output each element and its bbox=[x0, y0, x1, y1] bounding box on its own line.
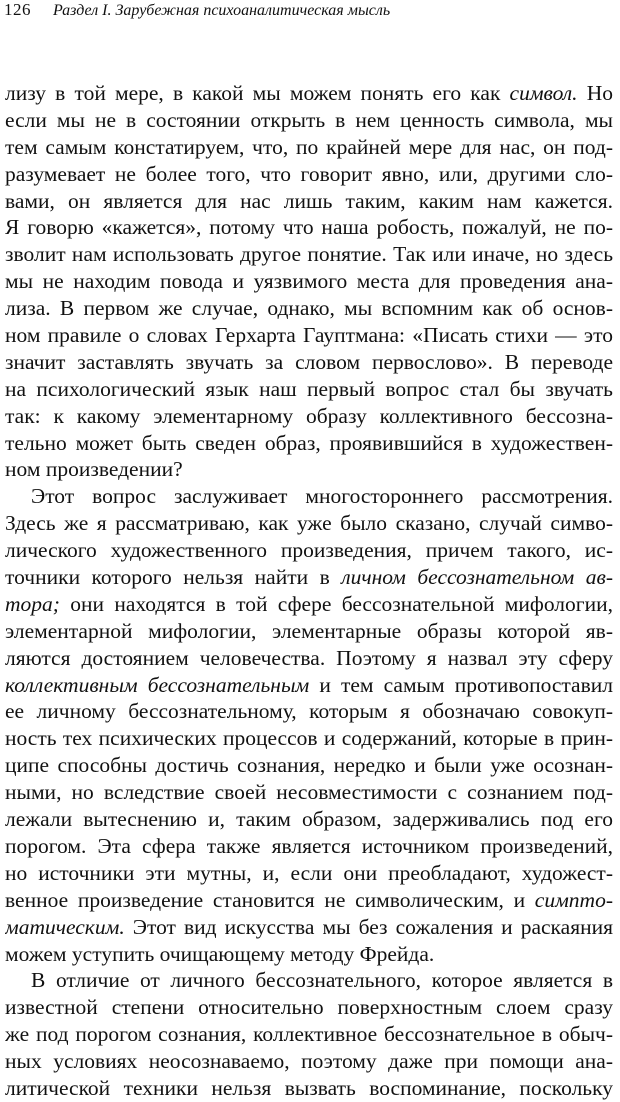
line-text: ляются достоянием человечества. Поэтому я назвал эту сферу bbox=[5, 645, 613, 670]
line-text: на психологический язык наш первый вопрос стал бы звучать bbox=[5, 376, 613, 401]
line-text: литической техники нельзя вызвать воспоминание, поскольку bbox=[5, 1075, 613, 1100]
line-text: порогом. Эта сфера также является источником произведений, bbox=[5, 833, 613, 858]
text-line bbox=[5, 161, 613, 188]
text-line bbox=[5, 107, 613, 134]
line-text: лизу в той мере, в какой мы можем понять его как bbox=[5, 81, 510, 105]
line-text: ными, но вследствие своей несовместимости с сознанием под- bbox=[5, 780, 613, 805]
text-line bbox=[5, 188, 613, 215]
text-line bbox=[5, 322, 613, 349]
text-line bbox=[5, 941, 613, 968]
line-text: точники которого нельзя найти в bbox=[5, 565, 342, 590]
text-line bbox=[5, 833, 613, 860]
line-text: Этот вопрос заслуживает многостороннего рассмотрения. bbox=[31, 484, 613, 509]
text-line bbox=[5, 483, 613, 510]
line-text: элементарной мифологии, элементарные образы которой яв- bbox=[5, 618, 613, 643]
line-text: ном произведении? bbox=[5, 457, 183, 482]
line-text: разумевает не более того, что говорит явно, или, другими сло- bbox=[5, 161, 613, 186]
text-line bbox=[5, 618, 613, 645]
page-number: 126 bbox=[4, 0, 31, 19]
italic-text: симпто- bbox=[534, 887, 613, 912]
text-line bbox=[5, 349, 613, 376]
text-line bbox=[5, 887, 613, 914]
line-text: так: к какому элементарному образу коллективного бессозна- bbox=[5, 403, 613, 428]
line-text: венное произведение становится не символическим, и bbox=[5, 887, 535, 912]
text-line bbox=[5, 914, 613, 941]
line-text: значит заставлять звучать за словом первослово». В переводе bbox=[5, 349, 613, 374]
text-line bbox=[5, 80, 613, 107]
text-line bbox=[5, 241, 613, 268]
line-text: же под порогом сознания, коллективное бессознательное в обыч- bbox=[5, 1022, 613, 1047]
line-text: ципе способны достичь сознания, нередко и были уже осознан- bbox=[5, 753, 613, 778]
line-text: можем уступить очищающему методу Фрейда. bbox=[5, 941, 435, 966]
text-line bbox=[5, 1075, 613, 1102]
line-text: лиза. В первом же случае, однако, мы вспомним как об основ- bbox=[5, 296, 613, 321]
line-text: Этот вид искусства мы без сожаления и раскаяния bbox=[124, 914, 613, 939]
text-line bbox=[5, 403, 613, 430]
line-text: ее личному бессознательному, которым я обозначаю совокуп- bbox=[5, 699, 613, 724]
line-text: Но bbox=[577, 81, 613, 105]
text-line bbox=[5, 376, 613, 403]
line-text: В отличие от личного бессознательного, которое является в bbox=[31, 968, 613, 993]
line-text: ных условиях неосознаваемо, поэтому даже при помощи ана- bbox=[5, 1049, 613, 1074]
text-line bbox=[5, 806, 613, 833]
text-line bbox=[5, 430, 613, 457]
line-text: тельно может быть сведен образ, проявившийся в художествен- bbox=[5, 430, 613, 455]
text-line bbox=[5, 779, 613, 806]
text-line bbox=[5, 134, 613, 161]
text-line bbox=[5, 591, 613, 618]
line-text: но источники эти мутны, и, если они преобладают, художест- bbox=[5, 860, 613, 885]
line-text: мы не находим повода и уязвимого места для проведения ана- bbox=[5, 269, 613, 294]
text-line bbox=[5, 672, 613, 699]
italic-text: символ. bbox=[509, 81, 578, 105]
line-text: и тем самым противопоставил bbox=[309, 672, 613, 697]
line-text: Здесь же я рассматриваю, как уже было сказано, случай симво- bbox=[5, 511, 613, 536]
running-title: Раздел I. Зарубежная психоаналитическая мысль bbox=[53, 2, 391, 19]
text-line bbox=[5, 214, 613, 241]
text-line bbox=[5, 752, 613, 779]
text-line bbox=[5, 860, 613, 887]
line-text: ность тех психических процессов и содержаний, которые в прин- bbox=[5, 726, 613, 751]
text-line bbox=[5, 564, 613, 591]
text-line bbox=[5, 994, 613, 1021]
text-line bbox=[5, 537, 613, 564]
running-head bbox=[4, 0, 604, 26]
line-text: лического художественного произведения, причем такого, ис- bbox=[5, 538, 613, 563]
line-text: они находятся в той сфере бессознательной мифологии, bbox=[59, 591, 613, 616]
text-line bbox=[5, 456, 613, 483]
text-line bbox=[5, 295, 613, 322]
text-line bbox=[5, 1048, 613, 1075]
text-line bbox=[5, 510, 613, 537]
text-line bbox=[5, 725, 613, 752]
italic-text: коллективным бессознательным bbox=[5, 672, 310, 697]
line-text: лежали вытеснению и, таким образом, задерживались под его bbox=[5, 807, 613, 832]
italic-text: матическим. bbox=[5, 914, 125, 939]
text-line bbox=[5, 268, 613, 295]
line-text: если мы не в состоянии открыть в нем ценность символа, мы bbox=[5, 107, 613, 132]
line-text: тем самым констатируем, что, по крайней мере для нас, он под- bbox=[5, 134, 613, 159]
line-text: известной степени относительно поверхностным слоем сразу bbox=[5, 995, 613, 1020]
line-text: Я говорю «кажется», потому что наша робость, пожалуй, не по- bbox=[5, 215, 613, 240]
text-line bbox=[5, 645, 613, 672]
line-text: вами, он является для нас лишь таким, каким нам кажется. bbox=[5, 188, 613, 213]
text-line bbox=[5, 698, 613, 725]
text-line bbox=[5, 1021, 613, 1048]
line-text: зволит нам использовать другое понятие. Так или иначе, но здесь bbox=[5, 242, 613, 267]
italic-text: тора; bbox=[5, 591, 60, 616]
line-text: ном правиле о словах Герхарта Гауптмана: «Писать стихи — это bbox=[5, 323, 613, 348]
text-line bbox=[5, 967, 613, 994]
italic-text: личном бессознательном ав- bbox=[341, 565, 613, 590]
body-text bbox=[5, 80, 613, 1102]
